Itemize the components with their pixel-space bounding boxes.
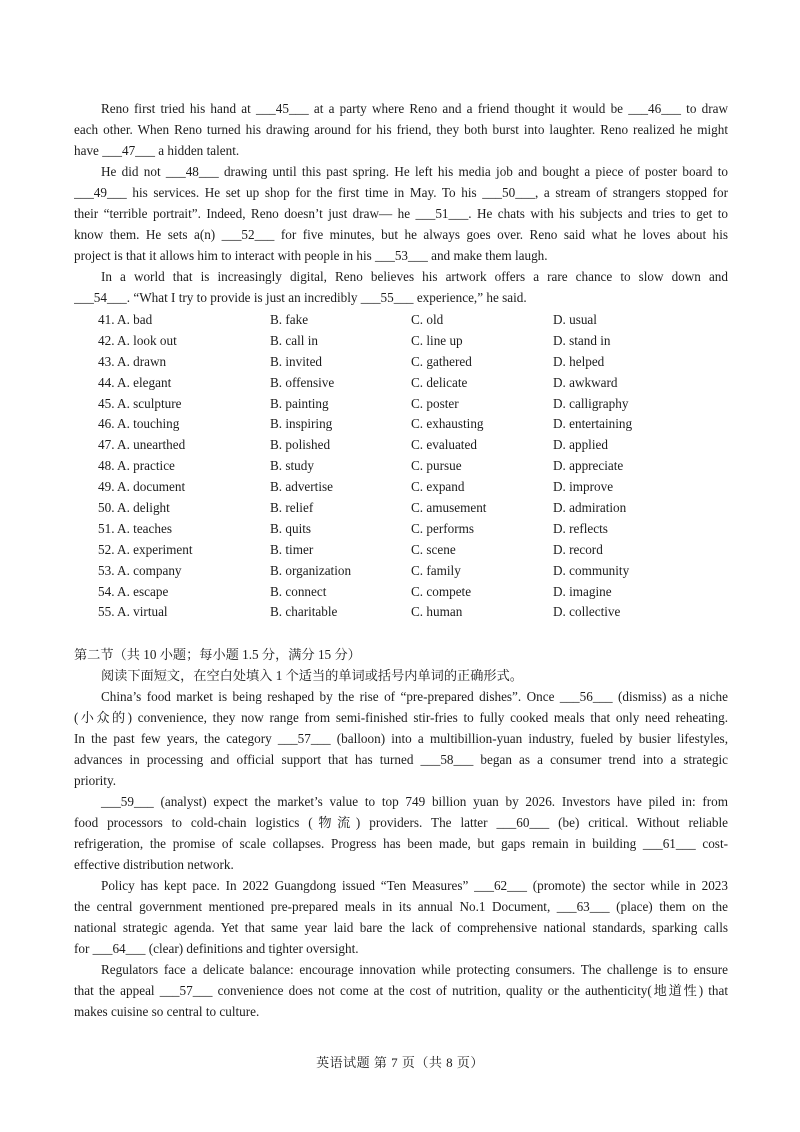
option-c: C. pursue	[411, 458, 462, 474]
option-a: 55. A. virtual	[98, 604, 168, 620]
option-a: 43. A. drawn	[98, 353, 167, 369]
option-d: D. imagine	[553, 583, 612, 599]
option-row	[98, 581, 698, 602]
option-c: C. performs	[411, 520, 474, 536]
option-a: 44. A. elegant	[98, 374, 172, 390]
passage-line: Reno first tried his hand at ___45___ at a party where Reno and a friend thought it would be ___46___ to draw	[101, 101, 728, 116]
section-instruction: 阅读下面短文，在空白处填入 1 个适当的单词或括号内单词的正确形式。	[101, 668, 523, 683]
option-a: 41. A. bad	[98, 312, 153, 327]
option-a: 49. A. document	[98, 479, 186, 495]
passage-line: each other. When Reno turned his drawing around for his friend, they both burst into laughter. Reno realized he might	[74, 122, 728, 137]
passage-line: makes cuisine so central to culture.	[74, 1004, 260, 1019]
passage-line: the central government mentioned pre-prepared meals in its annual No.1 Document, ___63___ (place) them on the	[74, 899, 728, 914]
option-row	[98, 455, 698, 476]
passage-line: Policy has kept pace. In 2022 Guangdong issued “Ten Measures” ___62___ (promote) the sector while in 2023	[101, 878, 728, 893]
option-b: B. invited	[270, 353, 323, 369]
passage-line: (小众的) convenience, they now range from semi-finished stir-fries to fully cooked meals that only need reheating.	[74, 710, 728, 725]
passage-line: Regulators face a delicate balance: encourage innovation while protecting consumers. The challenge is to ensure	[101, 962, 728, 977]
option-d: D. stand in	[553, 332, 611, 348]
option-b: B. timer	[270, 541, 314, 557]
option-b: B. offensive	[270, 374, 335, 390]
option-row	[98, 560, 698, 581]
passage-line: food processors to cold-chain logistics (物流) providers. The latter ___60___ (be) critical. Without reliable	[74, 815, 728, 830]
option-a: 54. A. escape	[98, 583, 169, 599]
grammar-passage	[74, 686, 728, 1022]
option-b: B. charitable	[270, 604, 338, 620]
option-d: D. reflects	[553, 520, 608, 536]
answer-options	[98, 309, 698, 622]
option-c: C. evaluated	[411, 437, 477, 453]
passage-line: China’s food market is being reshaped by the rise of “pre-prepared dishes”. Once ___56___ (dismiss) as a niche	[101, 689, 728, 704]
option-d: D. applied	[553, 437, 608, 453]
option-c: C. delicate	[411, 374, 468, 390]
option-c: C. old	[411, 312, 444, 327]
option-row	[98, 413, 698, 434]
passage-line: refrigeration, the promise of scale collapses. Progress has been made, but gaps remain in building ___61___ cost-	[74, 836, 728, 851]
passage-line: national strategic agenda. Yet that same year laid bare the lack of comprehensive national standards, sparking calls	[74, 920, 728, 935]
option-c: C. family	[411, 562, 461, 578]
passage-line: know them. He sets a(n) ___52___ for five minutes, but he always goes over. Reno said what he loves about his	[74, 227, 728, 242]
option-d: D. community	[553, 562, 630, 578]
section-heading: 第二节（共 10 小题；每小题 1.5 分，满分 15 分）	[74, 647, 361, 662]
option-c: C. exhausting	[411, 416, 484, 432]
option-row	[98, 393, 698, 414]
passage-line: have ___47___ a hidden talent.	[74, 143, 240, 158]
option-a: 48. A. practice	[98, 458, 175, 474]
option-row	[98, 372, 698, 393]
passage-line: In the past few years, the category ___57___ (balloon) into a multibillion-yuan industry, fueled by busier lifestyles,	[74, 731, 728, 746]
option-c: C. line up	[411, 332, 463, 348]
option-row	[98, 351, 698, 372]
option-b: B. inspiring	[270, 416, 333, 432]
option-d: D. collective	[553, 604, 621, 620]
passage-line: that the appeal ___57___ convenience does not come at the cost of nutrition, quality or the authenticity(地道性) that	[74, 983, 728, 998]
cloze-passage	[74, 98, 728, 308]
option-b: B. polished	[270, 437, 331, 453]
option-a: 46. A. touching	[98, 416, 180, 432]
option-b: B. quits	[270, 520, 312, 536]
option-a: 42. A. look out	[98, 332, 177, 348]
option-d: D. calligraphy	[553, 395, 629, 411]
option-b: B. advertise	[270, 479, 333, 495]
option-row	[98, 539, 698, 560]
passage-line: for ___64___ (clear) definitions and tighter oversight.	[74, 941, 359, 956]
passage-line: ___49___ his services. He set up shop for the first time in May. To his ___50___, a stream of strangers stopped for	[74, 185, 728, 200]
passage-line: advances in processing and official support that has turned ___58___ began as a consumer trend into a strategic	[74, 752, 728, 767]
option-b: B. connect	[270, 583, 327, 599]
option-row	[98, 309, 698, 330]
passage-line: their “terrible portrait”. Indeed, Reno doesn’t just draw— he ___51___. He chats with his subjects and tries to get to	[74, 206, 728, 221]
option-row	[98, 434, 698, 455]
option-d: D. entertaining	[553, 416, 633, 432]
option-c: C. amusement	[411, 500, 487, 516]
option-d: D. awkward	[553, 374, 618, 390]
option-c: C. expand	[411, 479, 465, 495]
option-d: D. improve	[553, 479, 614, 495]
option-row	[98, 601, 698, 622]
option-a: 53. A. company	[98, 562, 182, 578]
option-d: D. appreciate	[553, 458, 624, 474]
option-a: 50. A. delight	[98, 500, 170, 516]
option-c: C. gathered	[411, 353, 472, 369]
option-row	[98, 518, 698, 539]
option-a: 47. A. unearthed	[98, 437, 186, 453]
passage-line: priority.	[74, 773, 116, 788]
option-c: C. human	[411, 604, 463, 620]
passage-line: He did not ___48___ drawing until this past spring. He left his media job and bought a piece of poster board to	[101, 164, 728, 179]
option-c: C. scene	[411, 541, 456, 557]
option-b: B. organization	[270, 562, 352, 578]
option-d: D. admiration	[553, 500, 627, 516]
passage-line: project is that it allows him to interact with people in his ___53___ and make them laugh.	[74, 248, 548, 263]
option-row	[98, 330, 698, 351]
option-b: B. fake	[270, 312, 309, 327]
passage-line: In a world that is increasingly digital, Reno believes his artwork offers a rare chance to slow down and	[101, 269, 728, 284]
option-a: 52. A. experiment	[98, 541, 193, 557]
option-b: B. call in	[270, 332, 318, 348]
option-d: D. helped	[553, 353, 605, 369]
option-b: B. painting	[270, 395, 329, 411]
option-a: 51. A. teaches	[98, 520, 172, 536]
passage-line: effective distribution network.	[74, 857, 234, 872]
option-c: C. poster	[411, 395, 459, 411]
option-row	[98, 497, 698, 518]
option-b: B. relief	[270, 500, 314, 516]
option-c: C. compete	[411, 583, 472, 599]
page-footer: 英语试题 第 7 页（共 8 页）	[316, 1055, 484, 1070]
passage-line: ___59___ (analyst) expect the market’s value to top 749 billion yuan by 2026. Investors have piled in: from	[101, 794, 728, 809]
option-row	[98, 476, 698, 497]
option-a: 45. A. sculpture	[98, 395, 182, 411]
option-d: D. usual	[553, 312, 597, 327]
option-b: B. study	[270, 458, 314, 474]
option-d: D. record	[553, 541, 603, 557]
passage-line: ___54___. “What I try to provide is just an incredibly ___55___ experience,” he said.	[74, 290, 527, 305]
